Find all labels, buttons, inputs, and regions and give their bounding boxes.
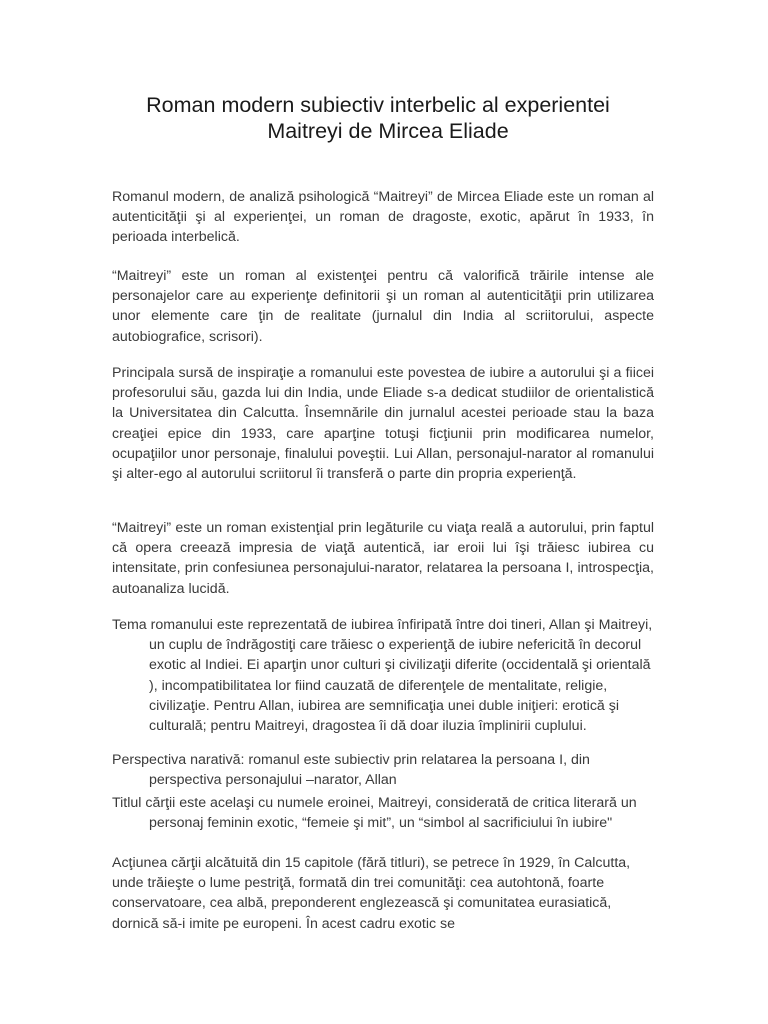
paragraph-title-meaning: Titlul cărţii este acelaşi cu numele eroinei, Maitreyi, considerată de critica literară un personaj feminin exotic, “femeie şi mit”, un “simbol al sacrificiului în iubire" bbox=[112, 795, 637, 832]
paragraph-theme: Tema romanului este reprezentată de iubirea înfiripată între doi tineri, Allan şi Maitreyi, un cuplu de îndrăgostiţi care trăiesc o experienţă de iubire nefericită în decorul exotic al Indiei. Ei aparţin unor culturi şi civilizaţii diferite (occidentală şi orientală ), incompatibilitatea lor fiind cauzată de diferenţele de mentalitate, religie, civilizaţie. Pentru Allan, iubirea are semnificaţia unei duble iniţieri: erotică şi culturală; pentru Maitreyi, dragostea îi dă doar iluzia împlinirii cuplului. bbox=[112, 617, 653, 735]
title-line-2: Maitreyi de Mircea Eliade bbox=[267, 119, 509, 143]
title-line-1: Roman modern subiectiv interbelic al experientei bbox=[146, 93, 610, 117]
paragraph-existence: “Maitreyi” este un roman al existenţei pentru că valorifică trăirile intense ale personajelor care au experienţe definitorii şi un roman al autenticităţii prin utilizarea unor elemente care ţin de realitate (jurnalul din India al scriitorului, aspecte autobiografice, scrisori). bbox=[112, 268, 654, 345]
paragraph-narrative-perspective: Perspectiva narativă: romanul este subiectiv prin relatarea la persoana I, din perspectiva personajului –narator, Allan bbox=[112, 752, 590, 789]
paragraph-intro: Romanul modern, de analiză psihologică “Maitreyi” de Mircea Eliade este un roman al autenticităţii şi al experienţei, un roman de dragoste, exotic, apărut în 1933, în perioada interbelică. bbox=[112, 189, 654, 246]
paragraph-existential: “Maitreyi” este un roman existenţial prin legăturile cu viaţa reală a autorului, prin faptul că opera creează impresia de viaţă autentică, iar eroii lui îşi trăiesc iubirea cu intensitate, prin confesiunea personajului-narator, relatarea la persoana I, introspecţia, autoanaliza lucidă. bbox=[112, 520, 654, 597]
paragraph-action: Acţiunea cărţii alcătuită din 15 capitole (fără titluri), se petrece în 1929, în Calcutta, unde trăieşte o lume pestriţă, formată din trei comunităţi: cea autohtonă, foarte conservatoare, cea albă, preponderent englezească şi comunitatea eurasiatică, dornică să-i imite pe europeni. În acest cadru exotic se bbox=[112, 855, 631, 932]
document-title bbox=[112, 92, 654, 144]
paragraph-inspiration: Principala sursă de inspiraţie a romanului este povestea de iubire a autorului şi a fiicei profesorului său, gazda lui din India, unde Eliade s-a dedicat studiilor de orientalistică la Universitatea din Calcutta. Însemnările din jurnalul acestei perioade stau la baza creaţiei epice din 1933, care aparţine totuşi ficţiunii prin modificarea numelor, ocupaţiilor unor personaje, finalului poveştii. Lui Allan, personajul-narator al romanului şi alter-ego al autorului scriitorul îi transferă o parte din propria experienţă. bbox=[112, 365, 654, 483]
